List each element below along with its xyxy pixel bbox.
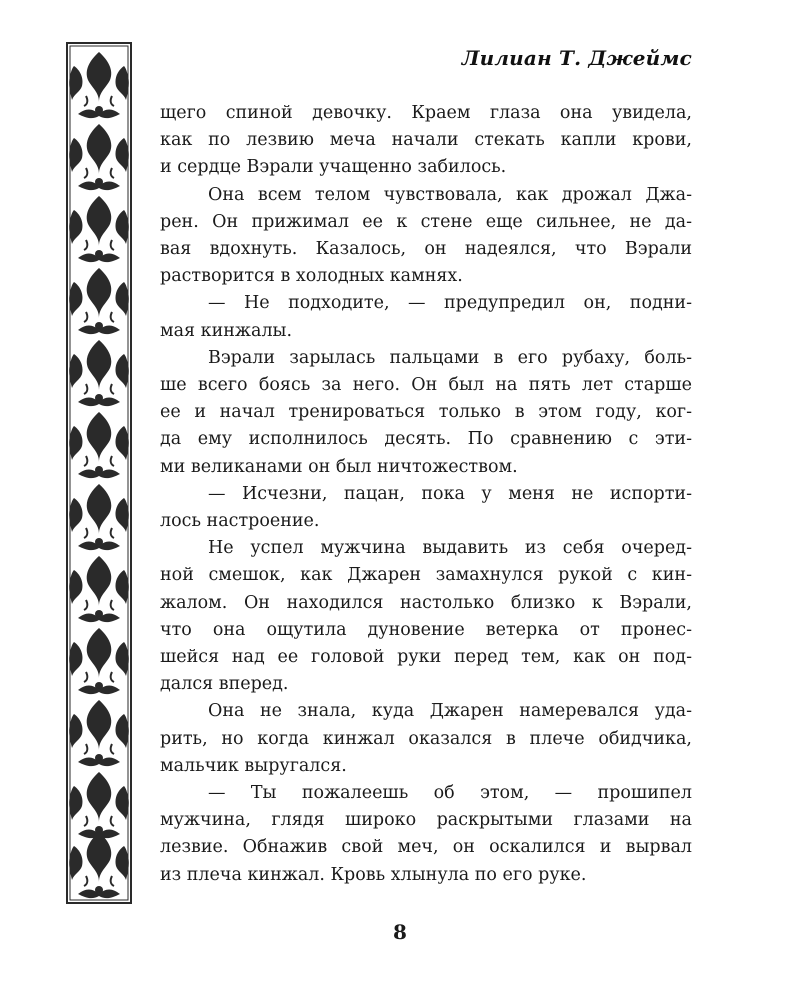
text-line: ми великанами он был ничтожеством. xyxy=(160,456,518,477)
text-line: Она всем телом чувствовала, как дрожал Джа- xyxy=(208,184,692,205)
text-line: растворится в холодных камнях. xyxy=(160,266,463,287)
text-line: — Ты пожалеешь об этом, — прошипел xyxy=(208,783,692,804)
text-line: рен. Он прижимал ее к стене еще сильнее, не да- xyxy=(160,211,692,232)
text-line: Вэрали зарылась пальцами в его рубаху, боль- xyxy=(208,347,692,368)
text-line: — Исчезни, пацан, пока у меня не испорти- xyxy=(208,483,692,504)
text-line: — Не подходите, — предупредил он, подни- xyxy=(208,293,692,314)
page-number: 8 xyxy=(393,920,407,944)
running-header: Лилиан Т. Джеймс xyxy=(461,46,692,70)
body-text xyxy=(160,100,692,889)
text-line: мая кинжалы. xyxy=(160,320,293,341)
text-line: как по лезвию меча начали стекать капли крови, xyxy=(160,130,692,151)
text-line: ее и начал тренироваться только в этом году, ког- xyxy=(160,402,692,423)
text-line: из плеча кинжал. Кровь хлынула по его руке. xyxy=(160,864,587,885)
text-line: лось настроение. xyxy=(160,511,320,532)
text-line: лезвие. Обнажив свой меч, он оскалился и вырвал xyxy=(160,837,692,858)
text-line: да ему исполнилось десять. По сравнению с эти- xyxy=(160,429,692,450)
text-line: рить, но когда кинжал оказался в плече обидчика, xyxy=(160,728,692,749)
text-line: и сердце Вэрали учащенно забилось. xyxy=(160,157,507,178)
text-line: Она не знала, куда Джарен намеревался уда- xyxy=(208,701,692,722)
text-line: вая вдохнуть. Казалось, он надеялся, что Вэрали xyxy=(160,239,692,260)
text-line: ной смешок, как Джарен замахнулся рукой с кин- xyxy=(160,565,692,586)
text-line: что она ощутила дуновение ветерка от пронес- xyxy=(160,619,692,640)
text-line: дался вперед. xyxy=(160,674,289,695)
text-line: шейся над ее головой руки перед тем, как он под- xyxy=(160,647,692,668)
text-line: жалом. Он находился настолько близко к Вэрали, xyxy=(160,592,692,613)
text-line: щего спиной девочку. Краем глаза она увидела, xyxy=(160,103,692,123)
decorative-floral-border xyxy=(66,42,132,904)
text-line: мужчина, глядя широко раскрытыми глазами на xyxy=(160,810,692,831)
text-line: мальчик выругался. xyxy=(160,755,347,776)
text-line: ше всего боясь за него. Он был на пять лет старше xyxy=(160,375,692,396)
text-line: Не успел мужчина выдавить из себя очеред- xyxy=(208,538,692,559)
